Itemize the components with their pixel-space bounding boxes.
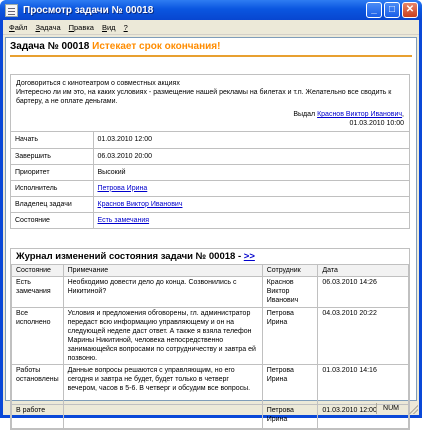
resize-grip-icon[interactable]: [408, 404, 418, 414]
deadline-warning: Истекает срок окончания!: [92, 41, 221, 52]
issued-prefix: Выдал: [293, 111, 316, 118]
prop-label: Приоритет: [11, 164, 93, 180]
menu-view[interactable]: Вид: [101, 22, 116, 32]
row-state: Есть замечания: [12, 277, 64, 308]
prop-label: Владелец задачи: [11, 196, 93, 212]
row-note: Данные вопросы решаются с управляющим, но его сегодня и завтра не будет, будет только в четверг вечером, часов в 5-6. В четверг и обсудим все вопросы.: [63, 365, 262, 405]
prop-value: 01.03.2010 12:00: [97, 136, 152, 144]
row-employee: Петрова Ирина: [262, 308, 318, 365]
row-employee: Краснов Виктор Иванович: [262, 277, 318, 308]
maximize-button[interactable]: □: [384, 2, 400, 18]
prop-row-executor: [11, 180, 409, 196]
row-state: Работы остановлены: [12, 365, 64, 405]
title-bar[interactable]: [0, 0, 422, 20]
header-employee: Сотрудник: [262, 265, 318, 277]
header-date: Дата: [318, 265, 409, 277]
row-state: Все исполнено: [12, 308, 64, 365]
task-details-box: [10, 74, 410, 229]
minimize-button[interactable]: _: [366, 2, 382, 18]
prop-label: Исполнитель: [11, 180, 93, 196]
header-state: Состояние: [12, 265, 64, 277]
row-note: Условия и предложения обговорены, гл. администратор передаст всю информацию управляющему и он на следующей неделе даст ответ. А также я взяла телефон Марины Никитиной, человека непосредственно занимающейся вопросами по сотрудничеству и завтра ей позвоню.: [63, 308, 262, 365]
menu-bar: [3, 20, 419, 35]
menu-file[interactable]: Файл: [9, 22, 28, 32]
executor-link[interactable]: Петрова Ирина: [97, 184, 148, 192]
row-date: 01.03.2010 14:16: [318, 365, 409, 405]
description-title: Договориться с кинотеатром о совместных акциях: [16, 80, 180, 87]
menu-task[interactable]: Задача: [35, 22, 61, 32]
journal-more-link[interactable]: >>: [243, 251, 255, 262]
prop-value: [93, 212, 409, 228]
issued-suffix: ,: [402, 111, 404, 118]
task-number: Задача № 00018: [10, 41, 90, 52]
prop-label: Состояние: [11, 212, 93, 228]
window-title: Просмотр задачи № 00018: [23, 4, 154, 16]
menu-help[interactable]: ?: [123, 22, 128, 32]
prop-label: Завершить: [11, 148, 93, 164]
task-header: [6, 38, 416, 52]
table-row: [12, 277, 409, 308]
row-employee: Петрова Ирина: [262, 365, 318, 405]
menu-edit[interactable]: Правка: [68, 22, 94, 32]
window-client-area: [3, 20, 419, 423]
state-link[interactable]: Есть замечания: [97, 216, 150, 224]
journal-header-row: [12, 265, 409, 277]
task-description: [11, 75, 409, 132]
issued-at: 01.03.2010 10:00: [349, 120, 404, 127]
issued-by-link[interactable]: Краснов Виктор Иванович: [317, 111, 403, 118]
row-date: 06.03.2010 14:26: [318, 277, 409, 308]
prop-row-finish: [11, 148, 409, 164]
row-employee: Петрова Ирина: [262, 405, 318, 429]
num-lock-indicator: NUM: [376, 403, 405, 414]
prop-row-state: [11, 212, 409, 228]
prop-label: Начать: [11, 132, 93, 148]
prop-row-priority: [11, 164, 409, 180]
prop-value: Высокий: [93, 164, 409, 180]
status-bar: [3, 402, 419, 415]
document-icon: [5, 4, 18, 17]
description-body: Интересно ли им это, на каких условиях - размещение нашей рекламы на билетах и т.п. Желательно все сводить к бартеру, а не оплате деньгами.: [16, 89, 392, 105]
prop-value: [93, 196, 409, 212]
header-note: Примечание: [63, 265, 262, 277]
prop-value: [93, 180, 409, 196]
table-row: [12, 365, 409, 405]
row-state: В работе: [12, 405, 64, 429]
row-date: 04.03.2010 20:22: [318, 308, 409, 365]
table-row: [12, 308, 409, 365]
close-button[interactable]: ✕: [402, 2, 418, 18]
prop-row-start: [11, 132, 409, 148]
header-divider: [10, 55, 412, 57]
owner-link[interactable]: Краснов Виктор Иванович: [97, 200, 183, 208]
task-properties-table: [11, 132, 409, 228]
row-note: Необходимо довести дело до конца. Созвонились с Никитиной?: [63, 277, 262, 308]
row-date: 01.03.2010 12:00: [318, 405, 409, 429]
journal-title-text: Журнал изменений состояния задачи № 00018 -: [16, 251, 244, 262]
issued-info: [16, 110, 404, 128]
journal-title: [11, 249, 409, 264]
prop-value: 06.03.2010 20:00: [93, 148, 409, 164]
prop-row-owner: [11, 196, 409, 212]
